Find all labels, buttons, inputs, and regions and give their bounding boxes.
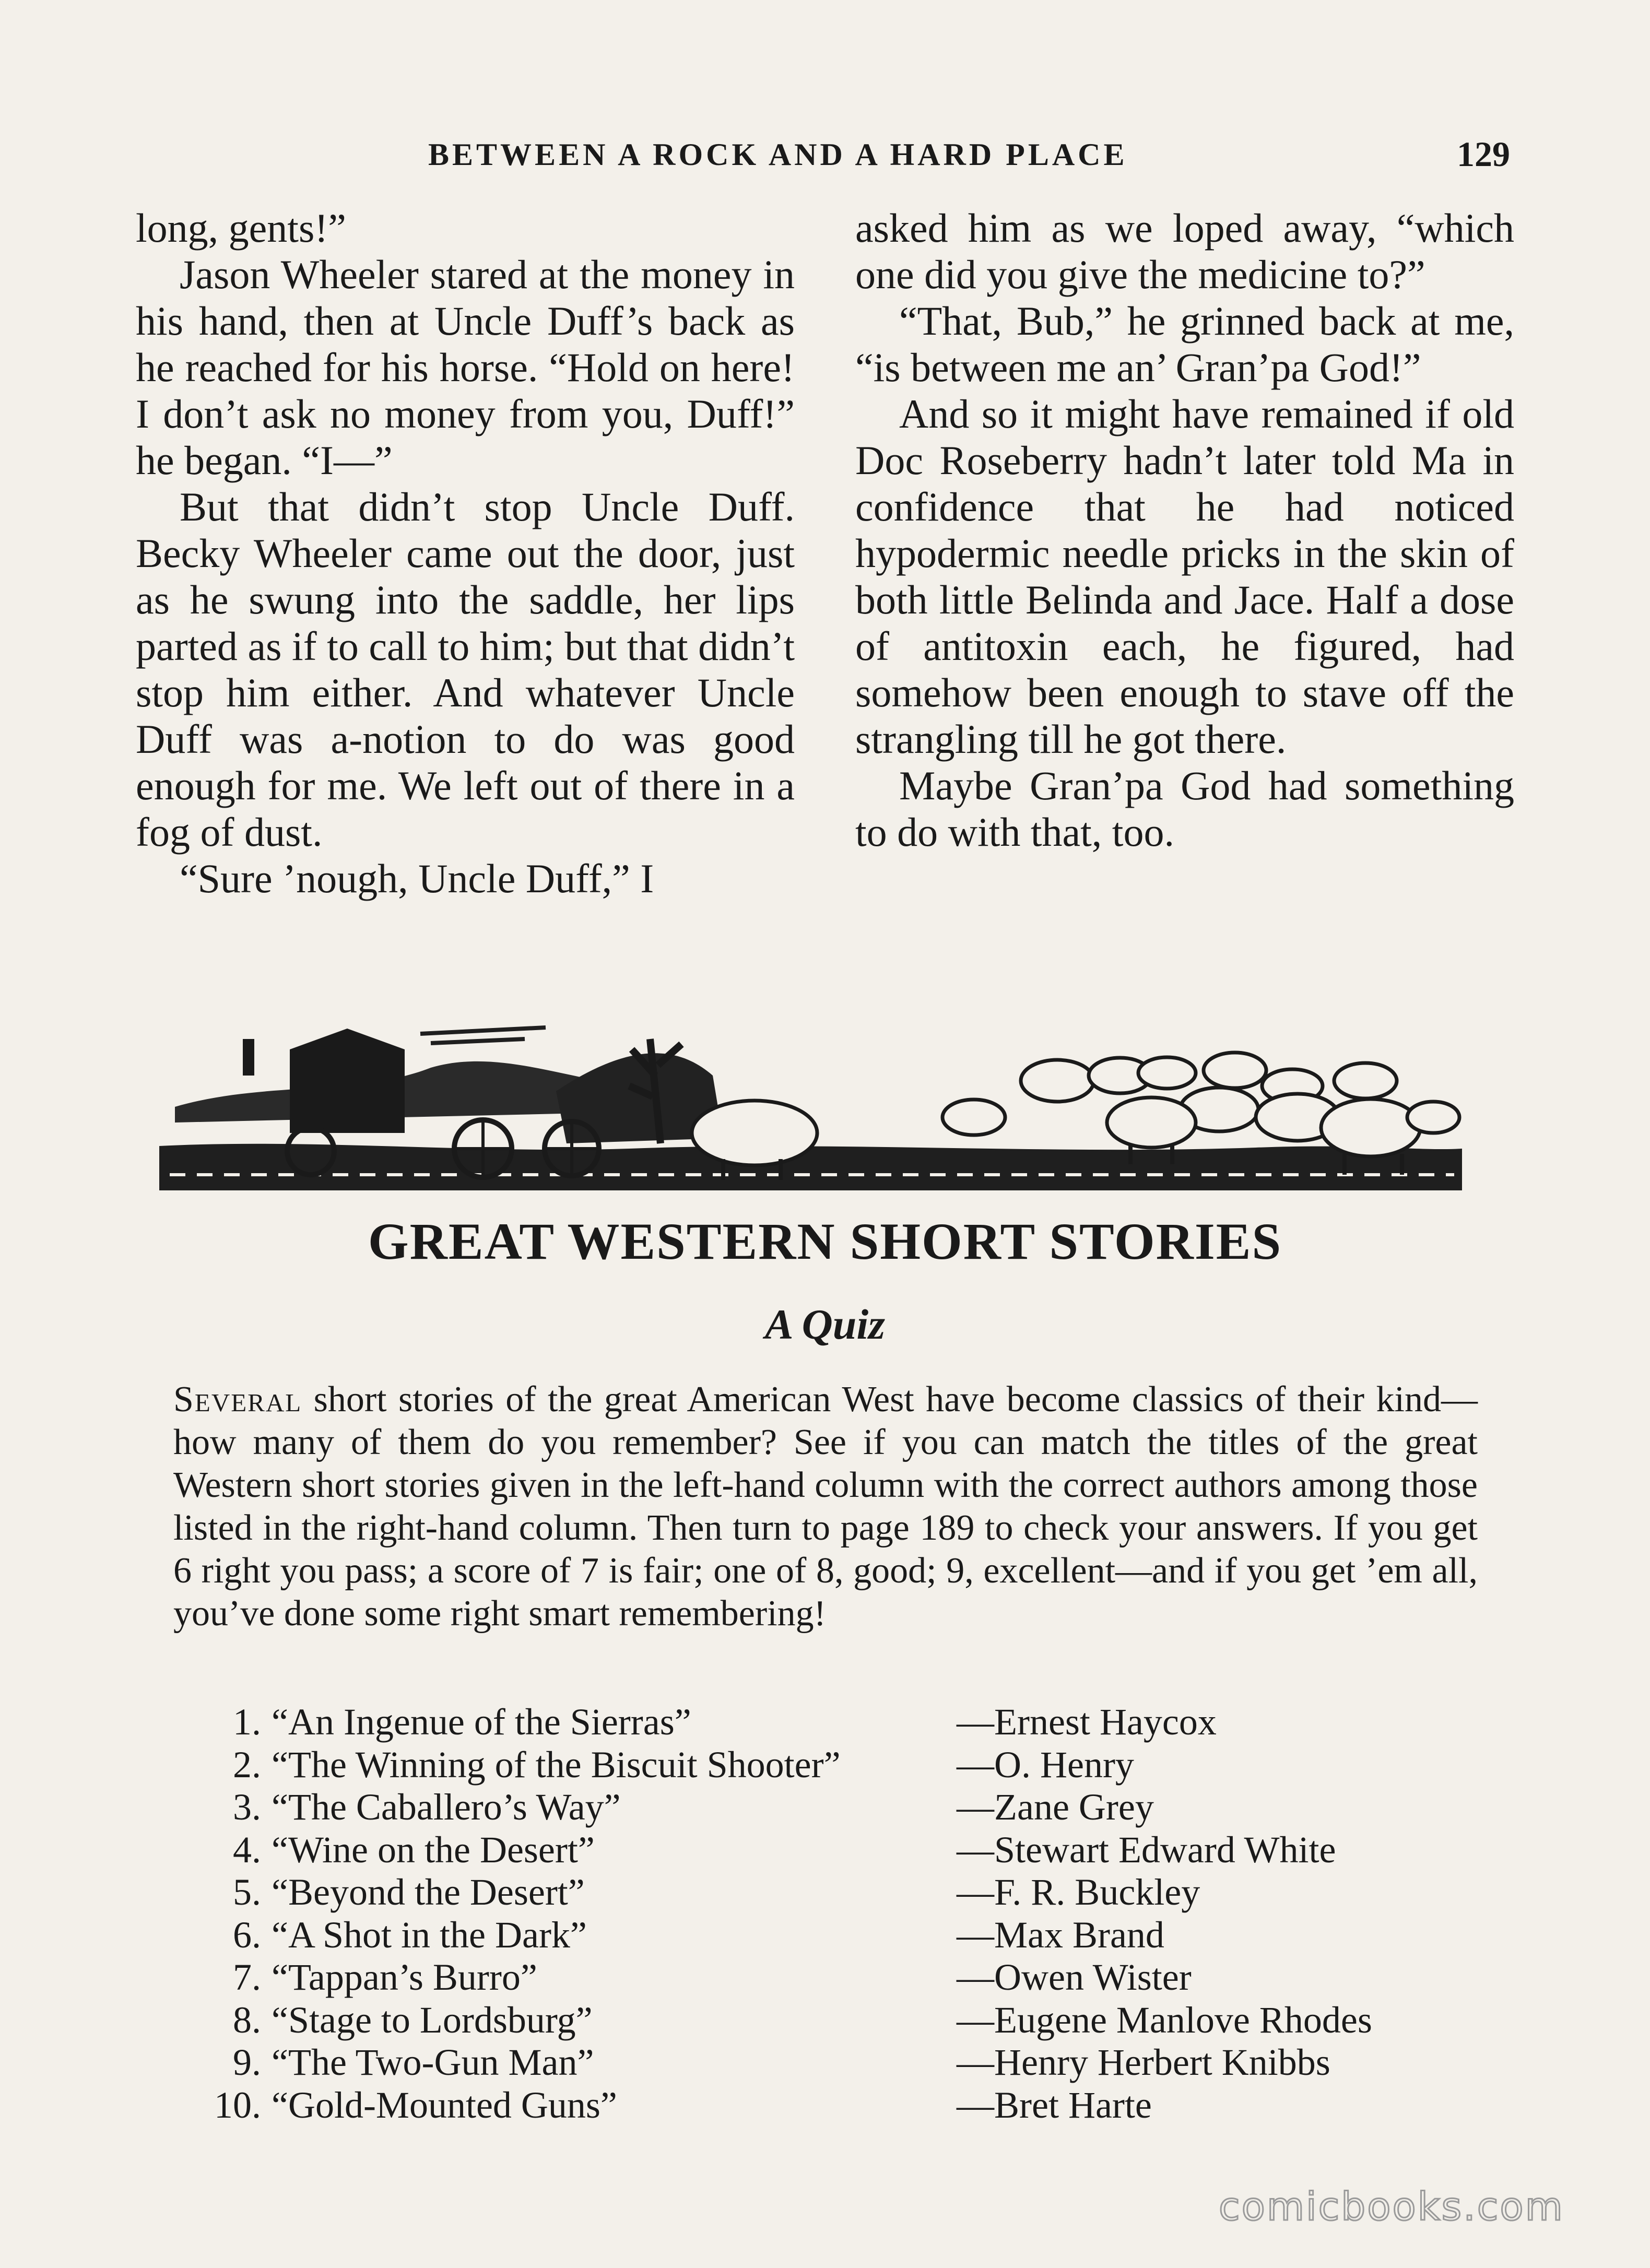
author-name: —Bret Harte [957,2084,1152,2126]
quiz-intro [173,1378,1478,1635]
item-number: 9. [233,2041,261,2083]
wagon-and-sheep-illustration [159,1018,1462,1190]
author-name: —F. R. Buckley [957,1871,1200,1913]
story-title: “Beyond the Desert” [272,1871,585,1913]
quiz-subtitle: A Quiz [764,1301,886,1348]
story-paragraph: asked him as we loped away, “which one did you give the medicine to?” [855,205,1514,297]
quiz-item [209,1871,1488,1914]
story-title: “Tappan’s Burro” [272,1956,537,1998]
story-paragraph: And so it might have remained if old Doc Roseberry hadn’t later told Ma in confidence that he had noticed hypodermic needle pricks in the skin of both little Belinda and Jace. Half a dose of antitoxin each, he figured, had somehow been enough to stave off the strangling till he got there. [855,391,1514,762]
quiz-item [209,2041,1488,2084]
page-number: 129 [1457,134,1510,174]
quiz-item [209,1914,1488,1957]
story-paragraph: Jason Wheeler stared at the money in his hand, then at Uncle Duff’s back as he reached for his horse. “Hold on here! I don’t ask no money from you, Duff!” he began. “I—” [136,252,795,483]
item-number: 5. [233,1871,261,1913]
author-name: —Ernest Haycox [957,1701,1217,1743]
quiz-item [209,1786,1488,1829]
story-title: “The Caballero’s Way” [272,1786,621,1828]
story-title: “A Shot in the Dark” [272,1913,587,1956]
intro-text: short stories of the great American West have become classics of their kind—how many of them do you remember? See if you can match the titles of the great Western short stories given in the left-hand column with the correct authors among those listed in the right-hand column. Then turn to page 189 to check your answers. If you get 6 right you pass; a score of 7 is fair; one of 8, good; 9, excellent—and if you get ’em all, you’ve done some right smart remembering! [173,1379,1478,1634]
story-paragraph: long, gents!” [136,205,346,251]
author-name: —Max Brand [957,1913,1164,1956]
story-title: “Stage to Lordsburg” [272,1999,593,2041]
story-title: “The Winning of the Biscuit Shooter” [272,1743,841,1786]
story-right-column [855,205,1514,855]
quiz-title: GREAT WESTERN SHORT STORIES [368,1212,1282,1270]
author-name: —Zane Grey [957,1786,1154,1828]
item-number: 3. [233,1786,261,1828]
item-number: 4. [233,1828,261,1871]
story-title: “An Ingenue of the Sierras” [272,1701,691,1743]
story-title: “The Two-Gun Man” [272,2041,594,2083]
author-name: —O. Henry [957,1743,1134,1786]
intro-lead-word: Several [173,1379,302,1420]
story-paragraph: But that didn’t stop Uncle Duff. Becky Wheeler came out the door, just as he swung into the saddle, her lips parted as if to call to him; but that didn’t stop him either. And whatever Uncle Duff was a-notion to do was good enough for me. We left out of there in a fog of dust. [136,484,795,855]
story-left-column [136,205,795,902]
item-number: 8. [233,1999,261,2041]
story-title: “Wine on the Desert” [272,1828,595,1871]
item-number: 10. [214,2084,261,2126]
item-number: 7. [233,1956,261,1998]
quiz-item [209,1829,1488,1872]
author-name: —Owen Wister [957,1956,1192,1998]
author-name: —Henry Herbert Knibbs [957,2041,1330,2083]
quiz-item [209,1956,1488,1999]
running-title: BETWEEN A ROCK AND A HARD PLACE [428,137,1128,172]
quiz-item [209,2084,1488,2127]
story-title: “Gold-Mounted Guns” [272,2084,617,2126]
woodcut-illustration [159,1018,1462,1190]
quiz-item [209,1701,1488,1744]
story-paragraph: “Sure ’nough, Uncle Duff,” I [180,856,654,901]
quiz-item [209,1999,1488,2042]
quiz-list [209,1701,1488,2127]
story-paragraph: Maybe Gran’pa God had something to do with that, too. [855,763,1514,855]
item-number: 1. [233,1701,261,1743]
item-number: 2. [233,1743,261,1786]
watermark: comicbooks.com [1219,2184,1564,2229]
quiz-item [209,1744,1488,1787]
story-paragraph: “That, Bub,” he grinned back at me, “is between me an’ Gran’pa God!” [855,298,1514,390]
author-name: —Stewart Edward White [957,1828,1336,1871]
item-number: 6. [233,1913,261,1956]
author-name: —Eugene Manlove Rhodes [957,1999,1372,2041]
